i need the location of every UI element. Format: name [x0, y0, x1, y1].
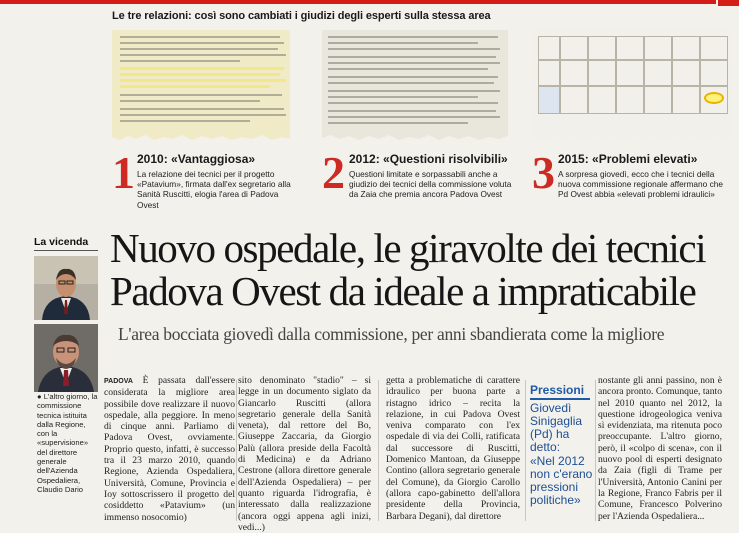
top-red-rule — [0, 0, 739, 6]
sidebar-caption: ● L'altro giorno, la commissione tecnica istituita dalla Regione, con la «supervisione» del direttore generale dell'Azienda Ospedaliera, Claudio Dario — [37, 392, 98, 494]
headline-line-1: Nuovo ospedale, le giravolte dei tecnici — [110, 225, 706, 271]
portrait-photo-1 — [34, 256, 98, 320]
torn-edge — [534, 134, 734, 142]
column-divider — [378, 380, 379, 521]
relation-3-body: A sorpresa giovedì, ecco che i tecnici della nuova commissione regionale affermano che Pd Ovest abbia «elevati problemi idraulici» — [558, 169, 723, 200]
torn-edge — [322, 134, 508, 142]
pull-quote — [530, 383, 594, 507]
section-title: Le tre relazioni: così sono cambiati i giudizi degli esperti sulla stessa area — [112, 10, 491, 22]
relation-3-number: 3 — [532, 147, 555, 198]
column-divider — [595, 380, 596, 521]
pull-quote-title: Pressioni — [530, 383, 585, 397]
article-column-1-text: È passata dall'essere considerata la migliore area possibile dove realizzare il nuovo ospedale, alla peggiore. In meno di cinque anni. Parliamo di Padova Ovest, ovviamente. Proprio questo, infatti, è successo tra il 23 marzo 2010, quando Regione, Azienda Ospedaliera, Università, Comune, Provincia e Ioy sottoscrissero il progetto del cosiddetto «Patavium» (un immenso nosocomio) — [104, 375, 235, 523]
article-column-5: nostante gli anni passino, non è ancora pronto. Comunque, tanto nel 2010 quanto nel 2012, la questione idrogeologica veniva sì evidenziata, ma ritenuta poco preoccupante. L'altro giorno, però, il «colpo di scena», con il nuovo pool di esperti designato da Zaia (figli di Trame per l'Università, Antonio Canini per la Regione, Franco Fabris per il Comune, Francesco Polverino per l'Azienda Ospedaliera... — [598, 375, 722, 522]
relation-1-body: La relazione dei tecnici per il progetto «Patavium», firmata dall'ex segretario alla Sanità Ruscitti, elogia l'area di Padova Ovest — [137, 169, 291, 210]
relation-2-body: Questioni limitate e sorpassabili anche a giudizio dei tecnici della commissione voluta da Zaia che premia ancora Padova Ovest — [349, 169, 512, 200]
column-divider — [236, 380, 237, 521]
portrait-photo-2 — [34, 324, 98, 392]
column-divider — [525, 380, 526, 521]
relation-3-title: 2015: «Problemi elevati» — [558, 152, 698, 166]
document-clipping-2010 — [112, 30, 290, 142]
sidebar-divider — [34, 250, 98, 251]
relation-2-number: 2 — [322, 147, 345, 198]
pull-quote-rule — [530, 398, 590, 400]
highlight-circle-mark — [704, 92, 724, 104]
article-column-1 — [104, 375, 235, 521]
relation-1-number: 1 — [112, 147, 135, 198]
subheadline: L'area bocciata giovedì dalla commissione, per anni sbandierata come la migliore — [118, 324, 665, 344]
torn-edge — [112, 134, 290, 142]
sidebar-label: La vicenda — [34, 236, 89, 248]
document-clipping-2012 — [322, 30, 508, 142]
dateline: PADOVA — [104, 378, 133, 385]
relation-1-title: 2010: «Vantaggiosa» — [137, 152, 256, 166]
document-clipping-2015-table — [534, 30, 734, 142]
relation-2-title: 2012: «Questioni risolvibili» — [349, 152, 508, 166]
headline-line-2: Padova Ovest da ideale a impraticabile — [110, 268, 696, 314]
pull-quote-text: «Nel 2012 non c'erano pressioni politiche» — [530, 454, 593, 507]
article-column-2: sito denominato "stadio" – si legge in un documento siglato da Giancarlo Ruscitti (allora segretario generale della Sanità veneta), dal rettore del Bo, Giuseppe Zaccaria, da Giorgio Palù (allora preside della Facoltà di Medicina) e da Adriano Cestrone (allora direttore generale dell'Azienda Ospedaliera) – per quanto riguarda l'idrografia, è interessato dalla realizzazione (ancora oggi appena agli inizi, vedi...) — [238, 375, 371, 533]
article-column-3: getta a problematiche di carattere idraulico per buona parte a ristagno idrico – recita la relazione, in cui Padova Ovest veniva comparato con l'ex ospedale di via dei Colli, ratificata dal successore di Ruscitti, Domenico Mantoan, da Giuseppe Contino (allora segretario generale del Comune), da Giorgio Carollo (allora capo-gabinetto dell'allora presidente della Provincia, Barbara Degani), dal direttore — [386, 375, 520, 522]
pull-quote-subtitle: Giovedì Sinigaglia (Pd) ha detto: — [530, 401, 583, 454]
